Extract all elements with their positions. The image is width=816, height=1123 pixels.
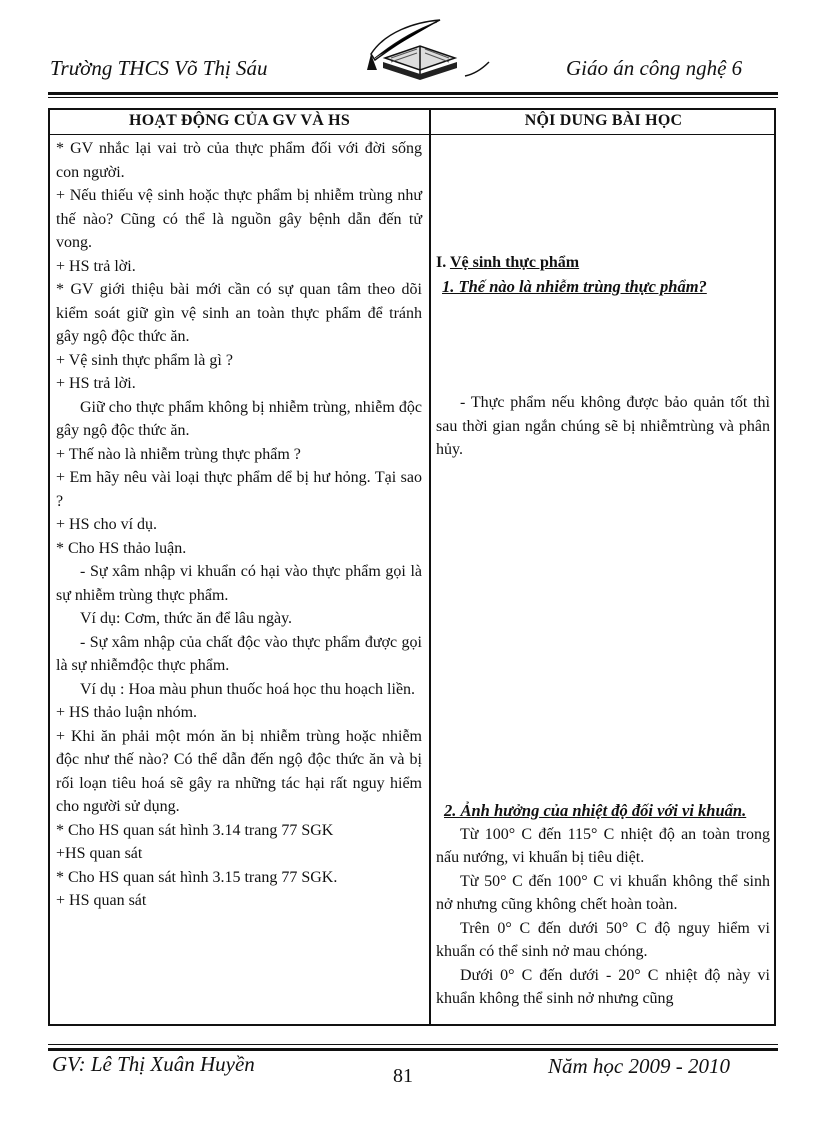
header-rule-thick bbox=[48, 92, 778, 95]
activity-line: + Thế nào là nhiễm trùng thực phẩm ? bbox=[56, 445, 301, 463]
activity-line: * Cho HS thảo luận. bbox=[56, 539, 187, 557]
open-book-quill-icon bbox=[345, 18, 495, 86]
temperature-line: Từ 100° C đến 115° C nhiệt độ an toàn trong nấu nướng, vi khuẩn bị tiêu diệt. bbox=[436, 825, 770, 866]
header-rule-thin bbox=[48, 97, 778, 98]
content-paragraph: - Thực phẩm nếu không được bảo quản tốt thì sau thời gian ngắn chúng sẽ bị nhiễmtrùng và phân hủy. bbox=[436, 394, 770, 458]
temperature-line: Trên 0° C đến dưới 50° C độ nguy hiểm vi khuẩn có thể sinh nở mau chóng. bbox=[436, 919, 770, 960]
content-section-temperature bbox=[436, 799, 770, 1011]
temperature-line: Dưới 0° C đến dưới - 20° C nhiệt độ này vi khuẩn không thể sinh nở nhưng cũng bbox=[436, 966, 770, 1007]
column-header-content: NỘI DUNG BÀI HỌC bbox=[524, 112, 683, 129]
activity-line: + Vệ sinh thực phẩm là gì ? bbox=[56, 351, 233, 369]
subsection-title-infection: 1. Thế nào là nhiễm trùng thực phẩm? bbox=[442, 276, 707, 296]
footer-rule-thin bbox=[48, 1044, 778, 1045]
section-title-text: Vệ sinh thực phẩm bbox=[449, 254, 580, 271]
footer-school-year: Năm học 2009 - 2010 bbox=[548, 1054, 730, 1078]
activity-line: * Cho HS quan sát hình 3.15 trang 77 SGK. bbox=[56, 868, 338, 886]
section-title bbox=[436, 251, 770, 275]
activity-line: * GV nhắc lại vai trò của thực phẩm đối với đời sống con người. bbox=[56, 140, 422, 181]
page-number: 81 bbox=[393, 1065, 413, 1087]
temperature-line: Từ 50° C đến 100° C vi khuẩn không thể sinh nở nhưng cũng không chết hoàn toàn. bbox=[436, 872, 770, 913]
subsection-title-temperature: 2. Ảnh hưởng của nhiệt độ đối với vi khuẩn. bbox=[444, 801, 747, 820]
table-header-divider bbox=[48, 134, 776, 135]
header-subject: Giáo án công nghệ 6 bbox=[566, 56, 743, 80]
table-column-divider bbox=[429, 108, 431, 1026]
teacher-student-activities bbox=[56, 137, 422, 913]
activity-line: * Cho HS quan sát hình 3.14 trang 77 SGK bbox=[56, 821, 334, 839]
activity-line: + Nếu thiếu vệ sinh hoặc thực phẩm bị nhiễm trùng như thế nào? Cũng có thể là nguồn gây bệnh dẫn đến tử vong. bbox=[56, 187, 422, 251]
activity-line: Ví dụ: Cơm, thức ăn để lâu ngày. bbox=[80, 610, 293, 627]
activity-line: * GV giới thiệu bài mới cần có sự quan tâm theo dõi kiểm soát giữ gìn vệ sinh an toàn thực phẩm để tránh gây ngộ độc thức ăn. bbox=[56, 281, 422, 345]
content-section-hygiene bbox=[436, 251, 770, 298]
section-number: I. bbox=[436, 254, 447, 271]
activity-line: + HS trả lời. bbox=[56, 375, 136, 392]
activity-line: + HS quan sát bbox=[56, 892, 147, 909]
activity-line: + Khi ăn phải một món ăn bị nhiễm trùng hoặc nhiễm độc như thế nào? Có thể dẫn đến ngộ độc thức ăn và bị rối loạn tiêu hoá sẽ gây ra những tác hại rất nguy hiểm cho người sử dụng. bbox=[56, 727, 422, 815]
activity-line: - Sự xâm nhập của chất độc vào thực phẩm được gọi là sự nhiễmđộc thực phẩm. bbox=[56, 633, 422, 674]
activity-line: +HS quan sát bbox=[56, 845, 143, 862]
content-infection-definition bbox=[436, 391, 770, 462]
activity-line: + HS trả lời. bbox=[56, 257, 136, 275]
activity-line: + HS cho ví dụ. bbox=[56, 516, 158, 533]
footer-teacher-name: GV: Lê Thị Xuân Huyền bbox=[52, 1052, 255, 1076]
activity-line: - Sự xâm nhập vi khuẩn có hại vào thực phẩm gọi là sự nhiễm trùng thực phẩm. bbox=[56, 563, 422, 604]
column-header-activities: HOẠT ĐỘNG CỦA GV VÀ HS bbox=[129, 112, 350, 129]
activity-line: Ví dụ : Hoa màu phun thuốc hoá học thu hoạch liền. bbox=[80, 680, 416, 698]
header-school-name: Trường THCS Võ Thị Sáu bbox=[50, 56, 268, 80]
activity-line: + Em hãy nêu vài loại thực phẩm dể bị hư hỏng. Tại sao ? bbox=[56, 469, 422, 510]
activity-line: Giữ cho thực phẩm không bị nhiễm trùng, nhiễm độc gây ngộ độc thức ăn. bbox=[56, 398, 422, 439]
activity-line: + HS thảo luận nhóm. bbox=[56, 704, 198, 721]
footer-rule-thick bbox=[48, 1048, 778, 1051]
